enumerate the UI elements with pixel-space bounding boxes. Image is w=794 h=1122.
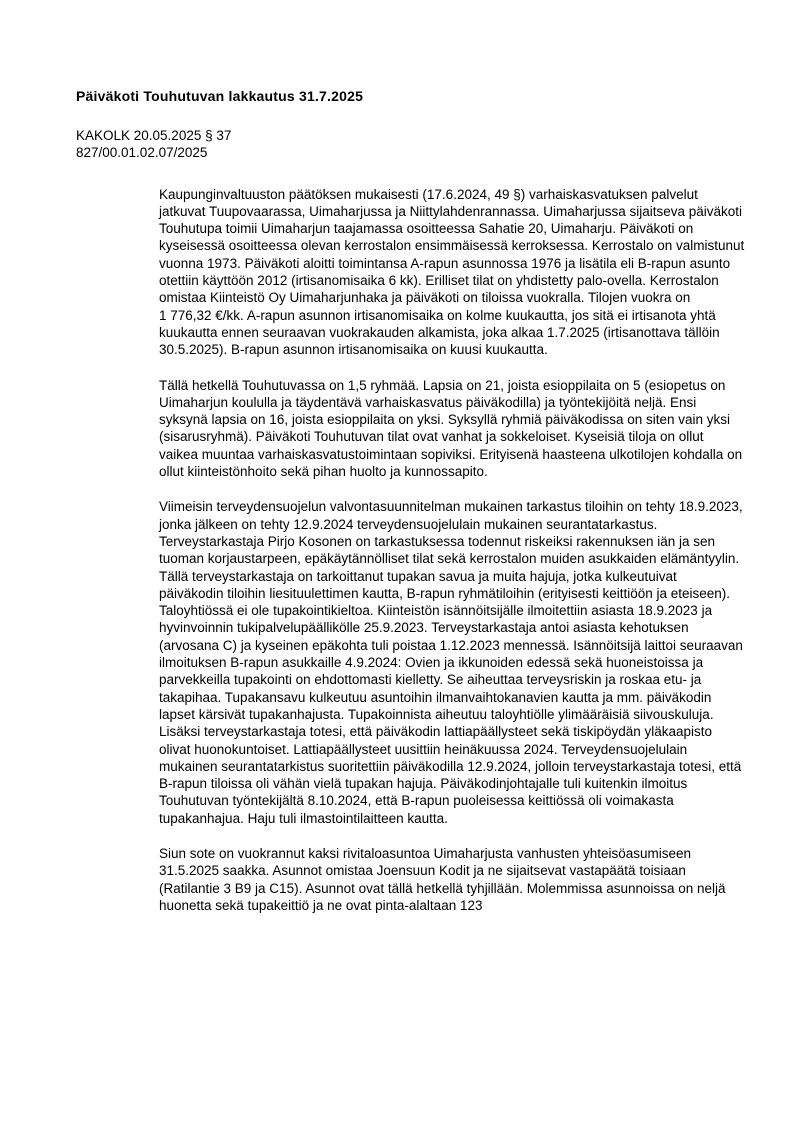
reference-line-case: KAKOLK 20.05.2025 § 37	[76, 128, 232, 143]
body-paragraph: Siun sote on vuokrannut kaksi rivitaloasuntoa Uimaharjusta vanhusten yhteisöasumiseen 31.5.2025 saakka. Asunnot omistaa Joensuun Kodit ja ne sijaitsevat vastapäätä toisiaan (Ratilantie 3 B9 ja C15). Asunnot ovat tällä hetkellä tyhjillään. Molemmissa asunnoissa on neljä huonetta sekä tupakeittiö ja ne ovat pinta-alaltaan 123	[159, 845, 726, 913]
reference-line-number: 827/00.01.02.07/2025	[76, 145, 208, 161]
reference-block	[76, 127, 746, 162]
document-body	[159, 186, 745, 915]
document-title: Päiväkoti Touhutuvan lakkautus 31.7.2025	[76, 88, 364, 104]
body-paragraph: Tällä hetkellä Touhutuvassa on 1,5 ryhmää. Lapsia on 21, joista esioppilaita on 5 (esiopetus on Uimaharjun koululla ja täydentävä varhaiskasvatus päiväkodilla) ja työntekijöitä neljä. Ensi syksynä lapsia on 16, joista esioppilaita on yksi. Syksyllä ryhmiä päiväkodissa on siten vain yksi (sisarusryhmä). Päiväkoti Touhutuvan tilat ovat vanhat ja sokkeloiset. Kyseisiä tiloja on ollut vaikea muuntaa varhaiskasvatustoimintaan sopiviksi. Erityisenä haasteena ulkotilojen kohdalla on ollut kiinteistönhoito sekä pihan huolto ja kunnossapito.	[159, 377, 743, 480]
body-paragraph: Viimeisin terveydensuojelun valvontasuunnitelman mukainen tarkastus tiloihin on tehty 18.9.2023, jonka jälkeen on tehty 12.9.2024 terveydensuojelulain mukainen seurantatarkastus. Terveystarkastaja Pirjo Kosonen on tarkastuksessa todennut riskeiksi rakennuksen iän ja sen tuoman korjaustarpeen, epäkäytännölliset tilat sekä kerrostalon muiden asukkaiden elämäntyylin. Tällä terveystarkastaja on tarkoittanut tupakan savua ja muita hajuja, jotka kulkeutuivat päiväkodin tiloihin liesituulettimen kautta, B-rapun ryhmätiloihin (erityisesti keittiöön ja eteiseen). Taloyhtiössä ei ole tupakointikieltoa. Kiinteistön isännöitsijälle ilmoitettiin asiasta 18.9.2023 ja hyvinvoinnin tukipalvelupäällikölle 25.9.2023. Terveystarkastaja antoi asiasta kehotuksen (arvosana C) ja kyseinen epäkohta tuli poistaa 1.12.2023 mennessä. Isännöitsijä laittoi seuraavan ilmoituksen B-rapun asukkaille 4.9.2024: Ovien ja ikkunoiden edessä sekä huoneistoissa ja parvekkeilla tupakointi on ehdottomasti kielletty. Se aiheuttaa terveysriskin ja roskaa etu- ja takapihaa. Tupakansavu kulkeutuu asuntoihin ilmanvaihtokanavien kautta ja mm. päiväkodin lapset kärsivät tupakanhajusta. Tupakoinnista aiheutuu taloyhtiölle ylimääräisiä siivouskuluja. Lisäksi terveystarkastaja totesi, että päiväkodin lattiapäällysteet sekä tiskipöydän yläkaapisto olivat huonokuntoiset. Lattiapäällysteet uusittiin heinäkuussa 2024. Terveydensuojelulain mukainen seurantatarkistus suoritettiin päiväkodilla 12.9.2024, jolloin terveystarkastaja totesi, että B-rapun tiloissa oli vähän vielä tupakan hajuja. Päiväkodinjohtajalle tuli kuitenkin ilmoitus Touhutuvan työntekijältä 8.10.2024, että B-rapun puoleisessa keittiössä oli voimakasta tupakanhajua. Haju tuli ilmastointilaitteen kautta.	[159, 499, 743, 826]
body-paragraph: Kaupunginvaltuuston päätöksen mukaisesti (17.6.2024, 49 §) varhaiskasvatuksen palvelut jatkuvat Tuupovaarassa, Uimaharjussa ja Niittylahdenrannassa. Uimaharjussa sijaitseva päiväkoti Touhutupa toimii Uimaharjun taajamassa osoitteessa Sahatie 20, Uimaharju. Päiväkoti on kyseisessä osoitteessa olevan kerrostalon ensimmäisessä kerroksessa. Kerrostalo on valmistunut vuonna 1973. Päiväkoti aloitti toimintansa A-rapun asunnossa 1976 ja lisätila eli B-rapun asunto otettiin käyttöön 2012 (irtisanomisaika 6 kk). Erilliset tilat on yhdistetty palo-ovella. Kerrostalon omistaa Kiinteistö Oy Uimaharjunhaka ja päiväkoti on tiloissa vuokralla. Tilojen vuokra on 1 776,32 €/kk. A-rapun asunnon irtisanomisaika on kolme kuukautta, jos sitä ei irtisanota yhtä kuukautta ennen seuraavan vuokrakauden alkamista, joka alkaa 1.7.2025 (irtisanottava tällöin 30.5.2025). B-rapun asunnon irtisanomisaika on kuusi kuukautta.	[159, 186, 745, 358]
